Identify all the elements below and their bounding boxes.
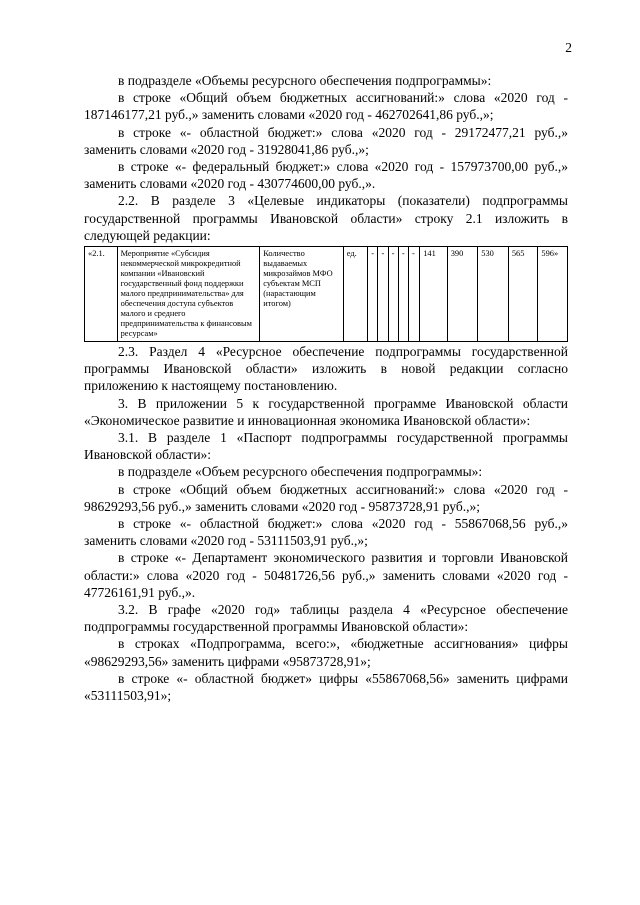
value-cell: 565 bbox=[508, 247, 538, 342]
paragraph: в строке «- областной бюджет» цифры «55867068,56» заменить цифрами «53111503,91»; bbox=[84, 670, 568, 704]
paragraph: в строке «Общий объем бюджетных ассигнований:» слова «2020 год - 187146177,21 руб.,» заменить словами «2020 год - 462702641,86 руб.,»; bbox=[84, 90, 568, 123]
paragraph: 3. В приложении 5 к государственной программе Ивановской области «Экономическое развитие и инновационная экономика Ивановской области»: bbox=[84, 395, 568, 428]
paragraph: 2.3. Раздел 4 «Ресурсное обеспечение подпрограммы государственной программы Ивановской области» изложить в новой редакции согласно приложению к настоящему постановлению. bbox=[84, 344, 568, 394]
document-body bbox=[84, 72, 568, 704]
value-cell: 596» bbox=[538, 247, 568, 342]
paragraph: 3.1. В разделе 1 «Паспорт подпрограммы государственной программы Ивановской области»: bbox=[84, 430, 568, 463]
paragraph: в строке «- областной бюджет:» слова «2020 год - 55867068,56 руб.,» заменить словами «2020 год - 53111503,91 руб.,»; bbox=[84, 516, 568, 549]
paragraph: 2.2. В разделе 3 «Целевые индикаторы (показатели) подпрограммы государственной программы Ивановской области» строку 2.1 изложить в следующей редакции: bbox=[84, 193, 568, 243]
value-cell: - bbox=[398, 247, 408, 342]
value-cell: - bbox=[368, 247, 378, 342]
value-cell: 141 bbox=[420, 247, 448, 342]
paragraph: в строке «- областной бюджет:» слова «2020 год - 29172477,21 руб.,» заменить словами «2020 год - 31928041,86 руб.,»; bbox=[84, 124, 568, 157]
paragraph: в строке «Общий объем бюджетных ассигнований:» слова «2020 год - 98629293,56 руб.,» заменить словами «2020 год - 95873728,91 руб.,»; bbox=[84, 481, 568, 514]
value-cell: - bbox=[409, 247, 420, 342]
value-cell: - bbox=[378, 247, 388, 342]
indicator-cell: Количество выдаваемых микрозаймов МФО субъектам МСП (нарастающим итогом) bbox=[260, 247, 344, 342]
event-cell: Мероприятие «Субсидия некоммерческой микрокредитной компании «Ивановский государственный фонд поддержки малого предпринимательства» для обеспечения доступа субъектов малого и среднего предпринимательства к финансовым ресурсам» bbox=[117, 247, 260, 342]
paragraph: в строке «- Департамент экономического развития и торговли Ивановской области:» слова «2020 год - 50481726,56 руб.,» заменить словами «2020 год - 47726161,91 руб.,». bbox=[84, 550, 568, 600]
paragraph: в строках «Подпрограмма, всего:», «бюджетные ассигнования» цифры «98629293,56» заменить цифрами «95873728,91»; bbox=[84, 636, 568, 669]
value-cell: 390 bbox=[447, 247, 478, 342]
page-number: 2 bbox=[565, 40, 572, 55]
paragraph: в подразделе «Объемы ресурсного обеспечения подпрограммы»: bbox=[118, 73, 492, 88]
table-row bbox=[85, 247, 568, 342]
indicators-table bbox=[84, 246, 568, 342]
value-cell: 530 bbox=[478, 247, 509, 342]
paragraph: в подразделе «Объем ресурсного обеспечения подпрограммы»: bbox=[118, 464, 483, 480]
value-cell: - bbox=[388, 247, 398, 342]
paragraph: в строке «- федеральный бюджет:» слова «2020 год - 157973700,00 руб.,» заменить словами «2020 год - 430774600,00 руб.,». bbox=[84, 159, 568, 192]
paragraph: 3.2. В графе «2020 год» таблицы раздела 4 «Ресурсное обеспечение подпрограммы государственной программы Ивановской области»: bbox=[84, 602, 568, 635]
unit-cell: ед. bbox=[343, 247, 367, 342]
row-number-cell: «2.1. bbox=[85, 247, 118, 342]
